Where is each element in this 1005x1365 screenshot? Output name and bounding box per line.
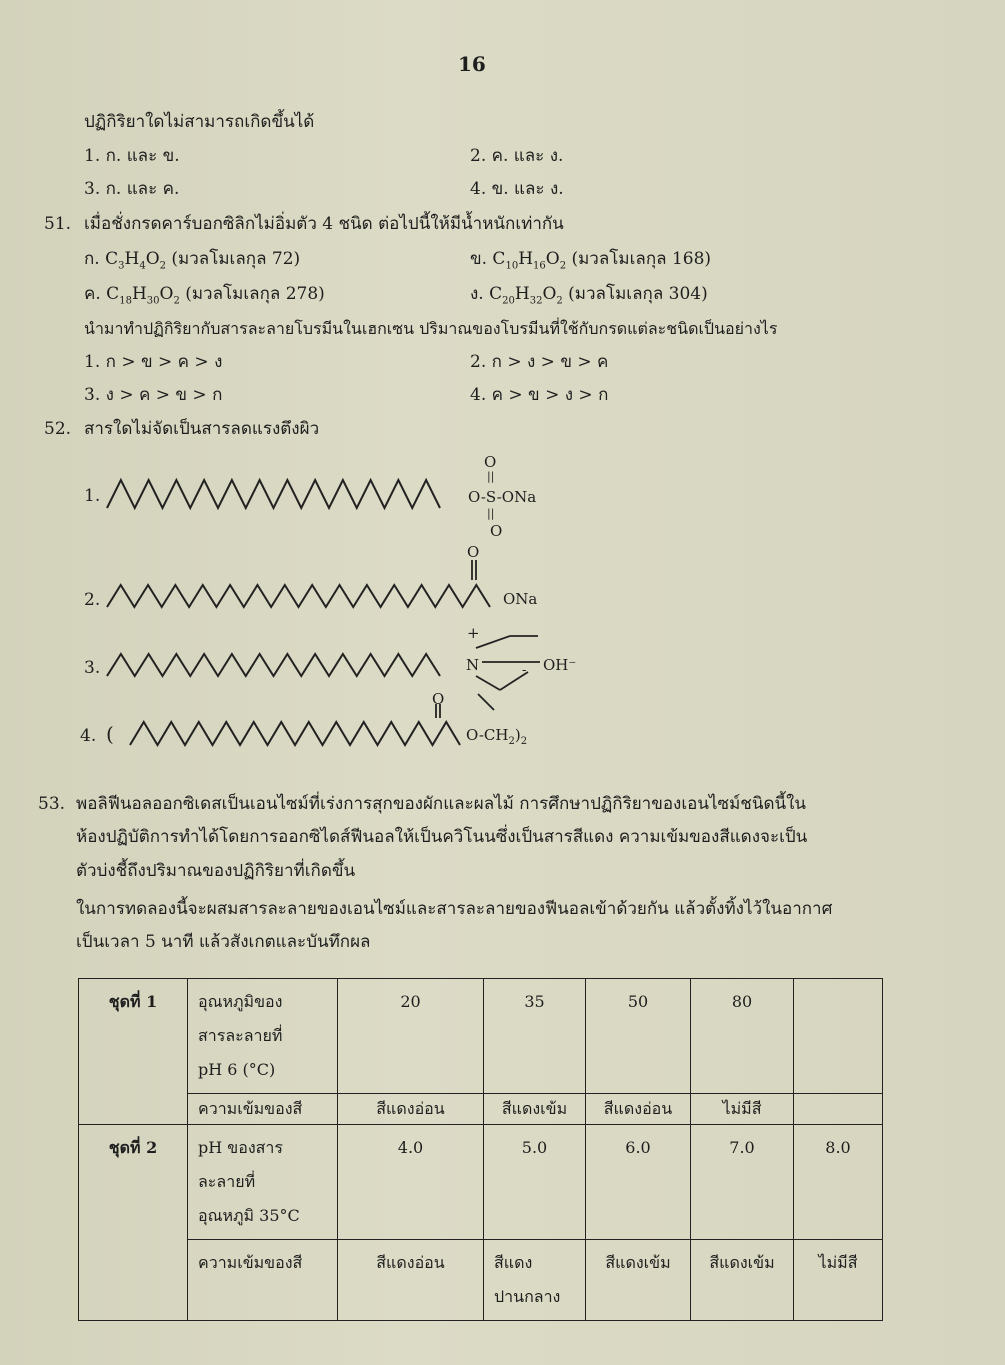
q53-line-2: ห้องปฏิบัติการทำได้โดยการออกซิไดส์ฟีนอลให้เป็นควิโนนซึ่งเป็นสารสีแดง ความเข้มของสีแดงจะเป็น xyxy=(76,827,808,847)
set1-variable-row xyxy=(79,979,883,1094)
set2-value: 5.0 xyxy=(484,1125,586,1240)
q53-line-1: พอลิฟีนอลออกซิเดสเป็นเอนไซม์ที่เร่งการสุกของผักและผลไม้ การศึกษาปฏิกิริยาของเอนไซม์ชนิดนี้ใน xyxy=(76,794,807,814)
set1-value: 35 xyxy=(484,979,586,1094)
s1-alkyl-chain xyxy=(107,480,440,508)
q53-line-3: ตัวบ่งชี้ถึงปริมาณของปฏิกิริยาที่เกิดขึ้น xyxy=(76,861,356,881)
set1-color: สีแดงเข้ม xyxy=(484,1094,586,1125)
set1-color-label: ความเข้มของสี xyxy=(188,1094,338,1125)
q50-option-3: 3. ก. และ ค. xyxy=(84,179,180,199)
s4-group: $O-CH_2)_2$ xyxy=(466,726,528,747)
set1-label: ชุดที่ 1 xyxy=(79,979,188,1125)
set1-color xyxy=(794,1094,883,1125)
set2-color: สีแดงเข้ม xyxy=(691,1240,794,1321)
s3-ethyl-bond xyxy=(476,636,510,648)
s2-o: O xyxy=(467,543,480,561)
s3-alkyl-chain xyxy=(107,654,440,676)
set2-variable-row xyxy=(79,1125,883,1240)
q51-option-4: 4. ค > ข > ง > ก xyxy=(470,385,609,405)
s3-plus: + xyxy=(467,624,480,642)
q51-number: 51. xyxy=(44,214,72,234)
s3-ethyl2-bond xyxy=(476,676,500,690)
s1-double-bond: || xyxy=(487,470,495,483)
q50-tail: ปฏิกิริยาใดไม่สามารถเกิดขึ้นได้ xyxy=(84,112,315,132)
results-table xyxy=(78,978,883,1321)
set1-color: สีแดงอ่อน xyxy=(338,1094,484,1125)
set2-color: สีแดง ปานกลาง xyxy=(484,1240,586,1321)
set1-color-row xyxy=(79,1094,883,1125)
q51-option-1: 1. ก > ข > ค > ง xyxy=(84,352,223,372)
set1-value: 50 xyxy=(586,979,691,1094)
set2-label: ชุดที่ 2 xyxy=(79,1125,188,1321)
q51-acid-a: ก. $C_3H_4O_2$ (มวลโมเลกุล 72) xyxy=(84,249,301,272)
set1-value xyxy=(794,979,883,1094)
set2-color-row xyxy=(79,1240,883,1321)
s1-group: O-S-ONa xyxy=(468,488,537,506)
s3-minus: - xyxy=(522,663,527,678)
q52-option-2: 2. xyxy=(84,590,101,610)
set2-value: 8.0 xyxy=(794,1125,883,1240)
set1-color: สีแดงอ่อน xyxy=(586,1094,691,1125)
set2-value: 4.0 xyxy=(338,1125,484,1240)
q52-option-1: 1. xyxy=(84,486,101,506)
q51-stem: เมื่อชั่งกรดคาร์บอกซิลิกไม่อิ่มตัว 4 ชนิด ต่อไปนี้ให้มีน้ำหนักเท่ากัน xyxy=(84,214,564,234)
q52-number: 52. xyxy=(44,419,72,439)
s4-alkyl-chain xyxy=(130,722,460,745)
q53-number: 53. xyxy=(38,794,66,814)
q53-line-5: เป็นเวลา 5 นาที แล้วสังเกตและบันทึกผล xyxy=(76,932,371,952)
s1-o-bottom: O xyxy=(490,522,503,540)
q51-acid-c: ค. $C_{18}H_{30}O_2$ (มวลโมเลกุล 278) xyxy=(84,284,325,307)
q51-question: นำมาทำปฏิกิริยากับสารละลายโบรมีนในเฮกเซน ปริมาณของโบรมีนที่ใช้กับกรดแต่ละชนิดเป็นอย่างไร xyxy=(84,319,778,338)
q50-option-2: 2. ค. และ ง. xyxy=(470,146,564,166)
q51-acid-d: ง. $C_{20}H_{32}O_2$ (มวลโมเลกุล 304) xyxy=(470,284,708,307)
page-number: 16 xyxy=(458,52,486,76)
s3-anion: OH⁻ xyxy=(543,656,577,674)
q50-option-1: 1. ก. และ ข. xyxy=(84,146,180,166)
set2-color: ไม่มีสี xyxy=(794,1240,883,1321)
set2-color: สีแดงเข้ม xyxy=(586,1240,691,1321)
q50-option-4: 4. ข. และ ง. xyxy=(470,179,564,199)
s2-alkyl-chain xyxy=(107,585,490,607)
set1-color: ไม่มีสี xyxy=(691,1094,794,1125)
s4-o: O xyxy=(432,690,445,708)
set2-variable-label: pH ของสาร ละลายที่ อุณหภูมิ 35°C xyxy=(188,1125,338,1240)
set1-value: 80 xyxy=(691,979,794,1094)
set2-color-label: ความเข้มของสี xyxy=(188,1240,338,1321)
q51-option-2: 2. ก > ง > ข > ค xyxy=(470,352,609,372)
set2-color: สีแดงอ่อน xyxy=(338,1240,484,1321)
q51-acid-b: ข. $C_{10}H_{16}O_2$ (มวลโมเลกุล 168) xyxy=(470,249,712,272)
s4-open-paren: ( xyxy=(106,722,114,746)
set2-value: 6.0 xyxy=(586,1125,691,1240)
s1-double-bond-2: || xyxy=(487,507,495,520)
s1-o-top: O xyxy=(484,453,497,471)
set1-variable-label: อุณหภูมิของ สารละลายที่ pH 6 (°C) xyxy=(188,979,338,1094)
q53-line-4: ในการทดลองนี้จะผสมสารละลายของเอนไซม์และสารละลายของฟีนอลเข้าด้วยกัน แล้วตั้งทิ้งไว้ในอากาศ xyxy=(76,899,833,919)
q52-option-4: 4. xyxy=(80,726,97,746)
q52-stem: สารใดไม่จัดเป็นสารลดแรงตึงผิว xyxy=(84,419,320,439)
q51-option-3: 3. ง > ค > ข > ก xyxy=(84,385,223,405)
q52-option-3: 3. xyxy=(84,658,101,678)
set1-value: 20 xyxy=(338,979,484,1094)
s2-group: ONa xyxy=(503,590,538,608)
s3-n: N xyxy=(466,656,480,674)
set2-value: 7.0 xyxy=(691,1125,794,1240)
